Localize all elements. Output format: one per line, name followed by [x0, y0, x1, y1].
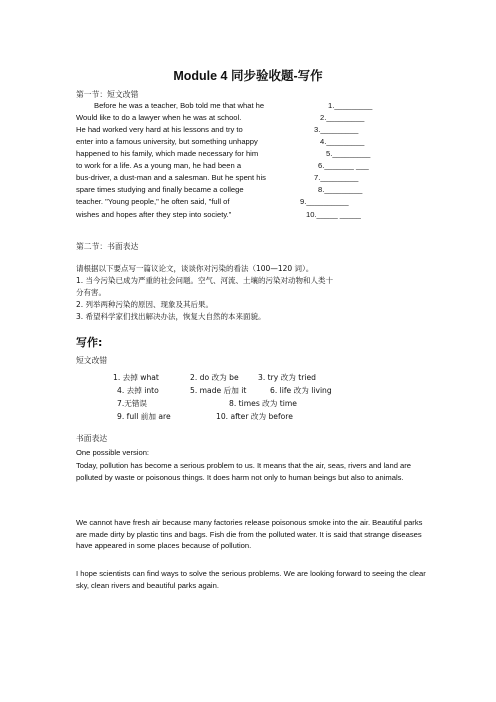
- answer-blank-7: 7._________: [314, 173, 359, 182]
- passage-line-10: wishes and hopes after they step into society.": [76, 210, 232, 219]
- answer-blank-10: 10._____ _____: [306, 210, 361, 219]
- answer-blank-4: 4._________: [320, 137, 365, 146]
- answer-blank-9: 9.__________: [300, 197, 349, 206]
- passage-line-7: bus-driver, a dust-man and a salesman. But he spent his: [76, 173, 266, 182]
- answer-blank-5: 5._________: [326, 149, 371, 158]
- correction-answer-5: 5. made 后加 it: [190, 386, 247, 395]
- correction-answer-4: 4. 去掉 into: [117, 386, 159, 395]
- essay-heading: 书面表达: [76, 434, 108, 443]
- answer-blank-1: 1._________: [328, 101, 373, 110]
- answer-blank-3: 3._________: [314, 125, 359, 134]
- prompt-point-3: 3. 希望科学家们找出解决办法，恢复大自然的本来面貌。: [76, 312, 266, 321]
- essay-version-label: One possible version:: [76, 448, 150, 457]
- correction-answer-9: 9. full 前加 are: [117, 412, 171, 421]
- prompt-point-2: 2. 列举两种污染的原因、现象及其后果。: [76, 300, 214, 309]
- answer-blank-6: 6._______ ___: [318, 161, 369, 170]
- passage-line-6: to work for a life. As a young man, he had been a: [76, 161, 242, 170]
- passage-line-5: happened to his family, which made necessary for him: [76, 149, 259, 158]
- essay-paragraph-3: I hope scientists can find ways to solve the serious problems. We are looking forward to seeing the clear sky, clean rivers and beautiful parks again.: [76, 569, 426, 590]
- correction-answer-1: 1. 去掉 what: [113, 373, 159, 382]
- passage-line-3: He had worked very hard at his lessons and try to: [76, 125, 243, 134]
- correction-answer-8: 8. times 改为 time: [229, 399, 297, 408]
- passage-line-8: spare times studying and finally became a college: [76, 185, 244, 194]
- section2-heading: 第二节：书面表达: [76, 242, 139, 251]
- correction-answer-7: 7.无错误: [117, 399, 148, 408]
- prompt-point-1: 1. 当今污染已成为严重的社会问题。空气、河流、土壤的污染对动物和人类十: [76, 276, 334, 285]
- answers-heading: 写作:: [76, 336, 103, 349]
- correction-answer-10: 10. after 改为 before: [216, 412, 293, 421]
- correction-answer-2: 2. do 改为 be: [190, 373, 239, 382]
- passage-line-4: enter into a famous university, but something unhappy: [76, 137, 258, 146]
- essay-paragraph-2: We cannot have fresh air because many factories release poisonous smoke into the air. Beautiful parks are made dirty by plastic tins and bags. Fish die from the polluted water. It is said that strange diseases have appeared in some places because of pollution.: [76, 518, 423, 550]
- correction-heading: 短文改错: [76, 356, 108, 365]
- passage-line-1: Before he was a teacher, Bob told me that what he: [94, 101, 265, 110]
- prompt-point-1-cont: 分有害。: [76, 288, 106, 297]
- essay-paragraph-1: Today, pollution has become a serious problem to us. It means that the air, seas, rivers and land are polluted by waste or poisonous things. It does harm not only to human beings but also to animals.: [76, 461, 412, 482]
- page-title: Module 4 同步验收题-写作: [173, 69, 323, 83]
- passage-line-9: teacher. "Young people," he often said, "full of: [76, 197, 230, 206]
- correction-answer-6: 6. life 改为 living: [270, 386, 332, 395]
- writing-prompt: 请根据以下要点写一篇议论文，谈谈你对污染的看法（100—120 词）。: [76, 264, 314, 273]
- section1-heading: 第一节：短文改错: [76, 90, 139, 99]
- answer-blank-8: 8._________: [318, 185, 363, 194]
- answer-blank-2: 2._________: [320, 113, 365, 122]
- passage-line-2: Would like to do a lawyer when he was at school.: [76, 113, 242, 122]
- correction-answer-3: 3. try 改为 tried: [258, 373, 316, 382]
